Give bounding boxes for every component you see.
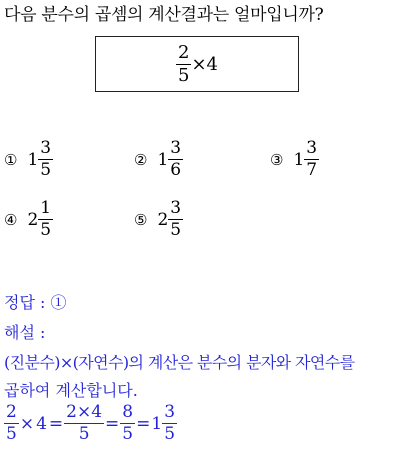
option-marker: ④ xyxy=(4,210,18,229)
option-whole: 1 xyxy=(293,149,305,170)
times-sign: × xyxy=(191,53,207,75)
option-marker: ⑤ xyxy=(134,210,148,229)
eq-f4-numerator: 3 xyxy=(164,402,176,422)
problem-box xyxy=(95,36,299,92)
option-denominator: 6 xyxy=(170,160,182,180)
option-whole: 2 xyxy=(157,209,169,230)
option-value xyxy=(157,200,183,239)
option-5[interactable] xyxy=(134,200,183,239)
option-whole: 1 xyxy=(157,149,169,170)
option-denominator: 5 xyxy=(170,220,182,240)
option-value xyxy=(293,140,319,179)
explanation-line-1: (진분수)×(자연수)의 계산은 분수의 분자와 자연수를 xyxy=(4,353,355,372)
option-numerator: 3 xyxy=(40,138,52,158)
option-denominator: 5 xyxy=(40,220,52,240)
eq-multiplier: 4 xyxy=(36,413,47,434)
explanation-label: 해설 : xyxy=(4,323,46,342)
eq-f3-numerator: 8 xyxy=(122,402,134,422)
problem-multiplier: 4 xyxy=(206,53,218,75)
option-value xyxy=(157,140,183,179)
eq-f1-numerator: 2 xyxy=(6,402,17,422)
option-marker: ① xyxy=(4,150,18,169)
eq-equals-2: = xyxy=(105,413,120,434)
answer-line xyxy=(4,290,67,313)
option-numerator: 3 xyxy=(306,138,318,158)
eq-f4-denominator: 5 xyxy=(164,424,176,444)
solution-equation xyxy=(4,404,177,443)
problem-fraction xyxy=(176,41,191,86)
eq-equals-3: = xyxy=(136,413,151,434)
option-denominator: 5 xyxy=(40,160,52,180)
eq-f2-numerator: 2×4 xyxy=(66,402,103,422)
option-2[interactable] xyxy=(134,140,183,179)
option-3[interactable] xyxy=(270,140,319,179)
problem-numerator: 2 xyxy=(178,41,190,63)
eq-f3-denominator: 5 xyxy=(122,424,134,444)
option-1[interactable] xyxy=(4,140,53,179)
option-marker: ② xyxy=(134,150,148,169)
option-denominator: 7 xyxy=(306,160,318,180)
option-numerator: 1 xyxy=(40,198,52,218)
answer-label: 정답 : xyxy=(4,293,51,312)
problem-denominator: 5 xyxy=(178,64,190,86)
answer-value: ① xyxy=(50,293,67,312)
option-value xyxy=(27,200,53,239)
option-4[interactable] xyxy=(4,200,53,239)
option-value xyxy=(27,140,53,179)
option-whole: 2 xyxy=(27,209,39,230)
option-numerator: 3 xyxy=(170,138,182,158)
explanation-line-2: 곱하여 계산합니다. xyxy=(4,381,138,400)
option-marker: ③ xyxy=(270,150,284,169)
eq-f1-denominator: 5 xyxy=(6,424,17,444)
eq-times: × xyxy=(19,413,35,434)
question-text: 다음 분수의 곱셈의 계산결과는 얼마입니까? xyxy=(4,5,324,25)
eq-whole: 1 xyxy=(151,413,163,434)
option-whole: 1 xyxy=(27,149,39,170)
option-numerator: 3 xyxy=(170,198,182,218)
eq-f2-denominator: 5 xyxy=(78,424,90,444)
eq-equals-1: = xyxy=(48,413,64,434)
